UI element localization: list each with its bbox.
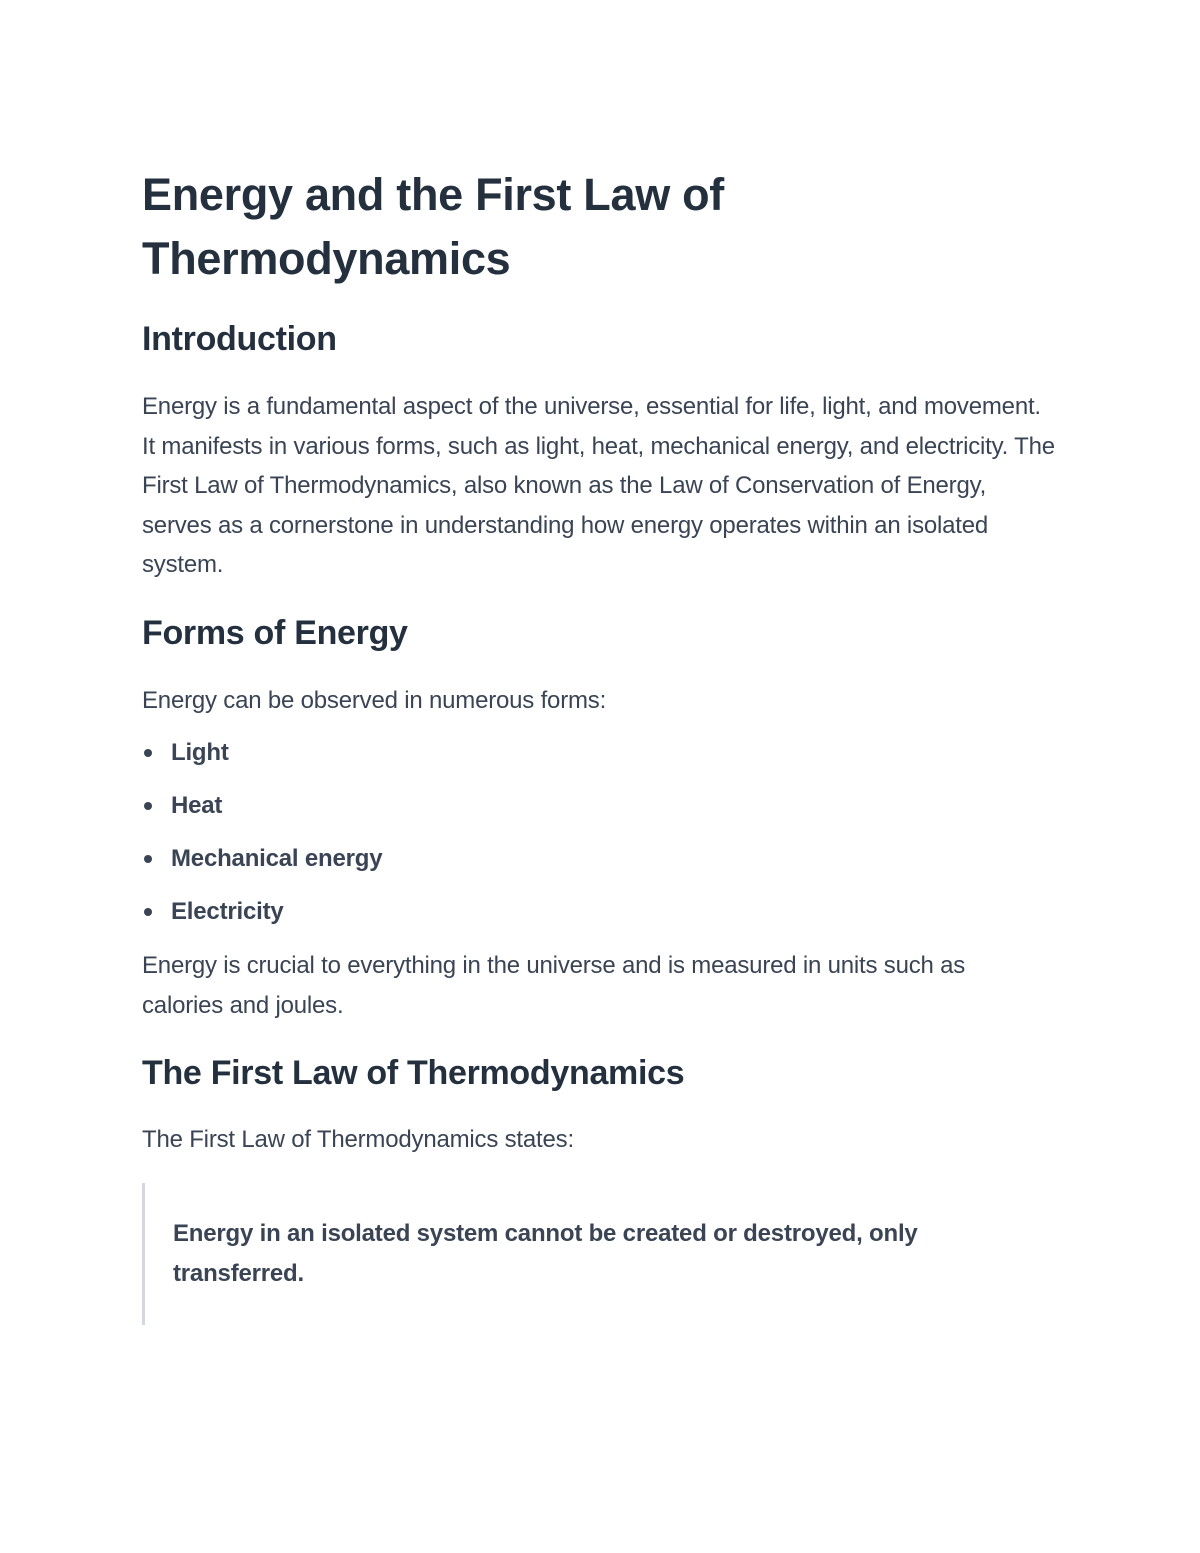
first-law-intro-paragraph: The First Law of Thermodynamics states: bbox=[142, 1126, 574, 1153]
section-heading-first-law: The First Law of Thermodynamics bbox=[142, 1054, 685, 1092]
list-item-label: Light bbox=[171, 739, 229, 766]
bullet-icon bbox=[144, 802, 152, 810]
list-item bbox=[142, 893, 382, 946]
bullet-icon bbox=[144, 855, 152, 863]
section-heading-forms-of-energy: Forms of Energy bbox=[142, 614, 408, 652]
list-item bbox=[142, 840, 382, 893]
document-title: Energy and the First Law of Thermodynamics bbox=[142, 169, 724, 284]
first-law-blockquote bbox=[142, 1183, 1045, 1325]
list-item-label: Mechanical energy bbox=[171, 845, 383, 872]
list-item bbox=[142, 787, 382, 840]
forms-of-energy-list bbox=[142, 734, 382, 946]
forms-outro-paragraph: Energy is crucial to everything in the universe and is measured in units such as calories and joules. bbox=[142, 952, 966, 1019]
blockquote-text: Energy in an isolated system cannot be created or destroyed, only transferred. bbox=[173, 1220, 918, 1287]
bullet-icon bbox=[144, 749, 152, 757]
list-item bbox=[142, 734, 382, 787]
section-heading-introduction: Introduction bbox=[142, 320, 337, 358]
list-item-label: Electricity bbox=[171, 898, 284, 925]
bullet-icon bbox=[144, 908, 152, 916]
forms-intro-paragraph: Energy can be observed in numerous forms: bbox=[142, 687, 607, 714]
list-item-label: Heat bbox=[171, 792, 223, 819]
introduction-paragraph: Energy is a fundamental aspect of the universe, essential for life, light, and movement. It manifests in various forms, such as light, heat, mechanical energy, and electricity. The First Law of Thermodynamics, also known as the Law of Conservation of Energy, serves as a cornerstone in understanding how energy operates within an isolated system. bbox=[142, 393, 1055, 578]
